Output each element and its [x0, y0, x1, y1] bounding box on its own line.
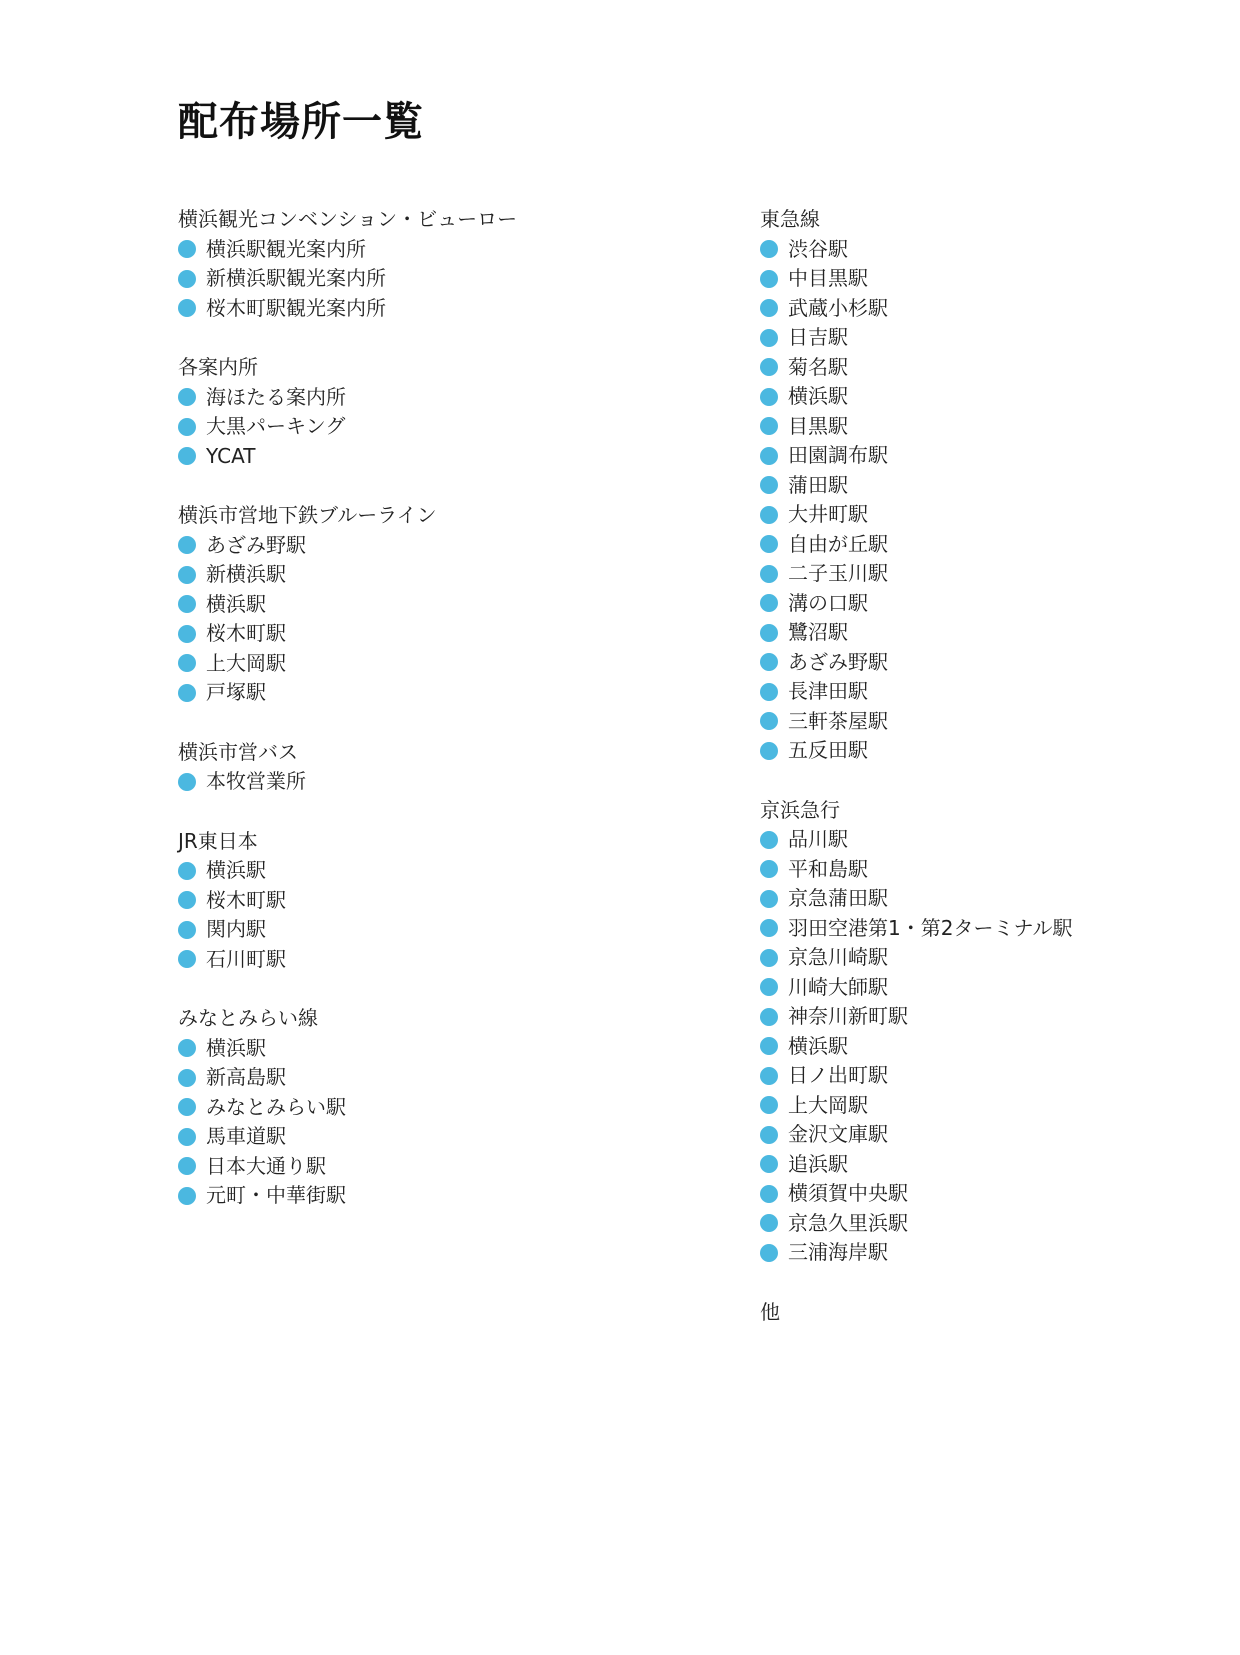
list-item-label: 追浜駅: [788, 1151, 848, 1176]
list-item-label: 三軒茶屋駅: [788, 708, 888, 733]
list-item: [760, 1091, 1220, 1121]
list-item: [178, 945, 738, 975]
list-item: [760, 530, 1220, 560]
left-section-4: [178, 827, 738, 975]
section-heading: 東急線: [760, 207, 820, 231]
bullet-dot-icon: [760, 1008, 778, 1026]
list-item: [760, 884, 1220, 914]
list-item: [178, 1034, 738, 1064]
list-item-label: 中目黒駅: [788, 266, 868, 290]
list-item-label: 戸塚駅: [206, 680, 266, 704]
list-item: [760, 1209, 1220, 1239]
bullet-dot-icon: [760, 919, 778, 937]
bullet-dot-icon: [178, 595, 196, 613]
bullet-dot-icon: [760, 417, 778, 435]
list-item-label: 京急蒲田駅: [788, 886, 888, 910]
list-item: [760, 1238, 1220, 1268]
list-item: [760, 1120, 1220, 1150]
section-heading: みなとみらい線: [178, 1006, 318, 1030]
bullet-dot-icon: [760, 535, 778, 553]
bullet-dot-icon: [178, 921, 196, 939]
list-item: [178, 1152, 738, 1182]
bullet-dot-icon: [178, 1187, 196, 1205]
bullet-dot-icon: [760, 1067, 778, 1085]
bullet-dot-icon: [760, 270, 778, 288]
list-item-label: 日本大通り駅: [206, 1153, 326, 1178]
bullet-dot-icon: [760, 949, 778, 967]
list-item-label: 二子玉川駅: [788, 561, 888, 585]
list-item: [760, 471, 1220, 501]
list-item: [760, 1032, 1220, 1062]
list-item: [760, 618, 1220, 648]
list-item: [760, 589, 1220, 619]
list-item: [760, 677, 1220, 707]
bullet-dot-icon: [178, 536, 196, 554]
list-item-label: 溝の口駅: [788, 590, 868, 615]
list-item-label: 自由が丘駅: [788, 531, 888, 556]
list-item-label: 日吉駅: [788, 325, 848, 349]
list-item: [760, 914, 1220, 944]
list-item-label: 菊名駅: [788, 354, 848, 379]
bullet-dot-icon: [760, 1214, 778, 1232]
list-item: [178, 560, 738, 590]
right-column: [760, 205, 1220, 1357]
bullet-dot-icon: [760, 890, 778, 908]
list-item-label: 横浜駅観光案内所: [206, 236, 366, 261]
section-heading: 横浜市営地下鉄ブルーライン: [178, 503, 437, 527]
list-item: [760, 943, 1220, 973]
list-item: [178, 886, 738, 916]
list-item: [178, 235, 738, 265]
list-item-label: 日ノ出町駅: [788, 1063, 888, 1087]
list-item-label: 元町・中華街駅: [206, 1183, 346, 1207]
list-item-label: 横浜駅: [788, 1033, 848, 1058]
list-item: [760, 235, 1220, 265]
section-heading: 京浜急行: [760, 797, 840, 822]
list-item-label: 上大岡駅: [206, 650, 286, 675]
list-item: [178, 619, 738, 649]
list-item: [178, 531, 738, 561]
list-item-label: 海ほたる案内所: [206, 384, 346, 409]
list-item: [760, 412, 1220, 442]
list-item-label: YCAT: [206, 443, 256, 468]
list-item-label: 石川町駅: [206, 946, 286, 971]
bullet-dot-icon: [178, 773, 196, 791]
list-item-label: あざみ野駅: [788, 649, 888, 674]
list-item-label: 品川駅: [788, 827, 848, 851]
list-item: [178, 1063, 738, 1093]
list-item-label: 目黒駅: [788, 413, 848, 438]
list-item-label: 関内駅: [206, 917, 266, 941]
list-item-label: 桜木町駅観光案内所: [206, 295, 386, 320]
list-item: [178, 856, 738, 886]
bullet-dot-icon: [760, 1096, 778, 1114]
bullet-dot-icon: [178, 1157, 196, 1175]
bullet-dot-icon: [178, 1039, 196, 1057]
left-section-5: [178, 1004, 738, 1211]
bullet-dot-icon: [760, 506, 778, 524]
bullet-dot-icon: [178, 1069, 196, 1087]
list-item: [760, 559, 1220, 589]
list-item-label: 新高島駅: [206, 1065, 286, 1089]
bullet-dot-icon: [760, 683, 778, 701]
list-item: [760, 264, 1220, 294]
section-heading: JR東日本: [178, 828, 258, 853]
list-item-label: 横須賀中央駅: [788, 1181, 908, 1205]
list-item-label: 三浦海岸駅: [788, 1240, 888, 1264]
list-item: [760, 736, 1220, 766]
list-item: [760, 1002, 1220, 1032]
bullet-dot-icon: [178, 1098, 196, 1116]
list-item: [178, 1093, 738, 1123]
list-item: [760, 1150, 1220, 1180]
list-item-label: 馬車道駅: [206, 1124, 286, 1148]
left-column: [178, 205, 738, 1241]
list-item: [760, 500, 1220, 530]
right-section-1: [760, 796, 1220, 1268]
list-item: [760, 707, 1220, 737]
list-item: [178, 767, 738, 797]
list-item-label: 渋谷駅: [788, 236, 848, 261]
list-item-label: 蒲田駅: [788, 472, 848, 497]
list-item-label: 大黒パーキング: [206, 414, 346, 438]
bullet-dot-icon: [178, 950, 196, 968]
list-item: [178, 442, 738, 472]
list-item: [178, 678, 738, 708]
list-item-label: 桜木町駅: [206, 621, 286, 645]
bullet-dot-icon: [760, 712, 778, 730]
list-item-label: あざみ野駅: [206, 532, 306, 557]
list-item-label: 桜木町駅: [206, 887, 286, 912]
bullet-dot-icon: [760, 447, 778, 465]
page-title: 配布場所一覧: [178, 98, 424, 145]
bullet-dot-icon: [760, 594, 778, 612]
list-item: [178, 915, 738, 945]
list-item: [760, 855, 1220, 885]
bullet-dot-icon: [178, 862, 196, 880]
list-item: [178, 294, 738, 324]
bullet-dot-icon: [178, 418, 196, 436]
list-item-label: 武蔵小杉駅: [788, 295, 888, 320]
bullet-dot-icon: [178, 625, 196, 643]
bullet-dot-icon: [178, 447, 196, 465]
section-heading: 各案内所: [178, 355, 258, 379]
bullet-dot-icon: [178, 891, 196, 909]
list-item: [760, 825, 1220, 855]
bullet-dot-icon: [178, 270, 196, 288]
list-item-label: 神奈川新町駅: [788, 1004, 908, 1028]
list-item-label: 羽田空港第1・第2ターミナル駅: [788, 915, 1073, 940]
bullet-dot-icon: [760, 476, 778, 494]
list-item: [178, 649, 738, 679]
list-item: [178, 264, 738, 294]
list-item-label: 川崎大師駅: [788, 974, 888, 999]
list-item: [178, 1122, 738, 1152]
list-item: [178, 412, 738, 442]
bullet-dot-icon: [178, 566, 196, 584]
left-section-3: [178, 738, 738, 797]
list-item-label: 横浜駅: [206, 858, 266, 882]
left-section-1: [178, 353, 738, 471]
list-item-label: 田園調布駅: [788, 443, 888, 467]
section-heading: 横浜市営バス: [178, 739, 298, 764]
left-section-0: [178, 205, 738, 323]
list-item: [178, 590, 738, 620]
bullet-dot-icon: [178, 299, 196, 317]
right-section-0: [760, 205, 1220, 766]
bullet-dot-icon: [760, 1126, 778, 1144]
list-item-label: 横浜駅: [206, 1035, 266, 1060]
list-item-label: 新横浜駅観光案内所: [206, 266, 386, 290]
bullet-dot-icon: [760, 831, 778, 849]
left-section-2: [178, 501, 738, 708]
list-item: [760, 1061, 1220, 1091]
list-item-label: 鷺沼駅: [788, 620, 848, 644]
bullet-dot-icon: [178, 684, 196, 702]
list-item-label: 長津田駅: [788, 679, 868, 703]
bullet-dot-icon: [760, 329, 778, 347]
list-item-label: 新横浜駅: [206, 562, 286, 586]
list-item-label: 横浜駅: [788, 384, 848, 408]
bullet-dot-icon: [760, 388, 778, 406]
list-item-label: 京急久里浜駅: [788, 1210, 908, 1235]
list-item-label: 本牧営業所: [206, 769, 306, 793]
list-item-label: 大井町駅: [788, 502, 868, 526]
bullet-dot-icon: [760, 299, 778, 317]
list-item: [178, 383, 738, 413]
list-item: [178, 1181, 738, 1211]
bullet-dot-icon: [760, 978, 778, 996]
section-heading: 横浜観光コンベンション・ビューロー: [178, 207, 518, 231]
bullet-dot-icon: [760, 240, 778, 258]
list-item: [760, 353, 1220, 383]
bullet-dot-icon: [760, 358, 778, 376]
bullet-dot-icon: [178, 1128, 196, 1146]
bullet-dot-icon: [760, 565, 778, 583]
list-item-label: 横浜駅: [206, 591, 266, 616]
bullet-dot-icon: [760, 742, 778, 760]
list-item-label: 金沢文庫駅: [788, 1122, 888, 1146]
list-item: [760, 648, 1220, 678]
bullet-dot-icon: [178, 654, 196, 672]
bullet-dot-icon: [760, 1037, 778, 1055]
bullet-dot-icon: [760, 1185, 778, 1203]
bullet-dot-icon: [760, 1244, 778, 1262]
right-section-2: [760, 1298, 1220, 1328]
list-item-label: 京急川崎駅: [788, 945, 888, 969]
section-heading: 他: [760, 1299, 780, 1324]
list-item-label: 上大岡駅: [788, 1092, 868, 1117]
bullet-dot-icon: [760, 653, 778, 671]
list-item-label: みなとみらい駅: [206, 1094, 346, 1119]
bullet-dot-icon: [178, 240, 196, 258]
list-item: [760, 382, 1220, 412]
list-item: [760, 441, 1220, 471]
list-item-label: 五反田駅: [788, 738, 868, 762]
list-item: [760, 973, 1220, 1003]
list-item-label: 平和島駅: [788, 856, 868, 881]
list-item: [760, 323, 1220, 353]
bullet-dot-icon: [178, 388, 196, 406]
bullet-dot-icon: [760, 860, 778, 878]
bullet-dot-icon: [760, 1155, 778, 1173]
list-item: [760, 1179, 1220, 1209]
bullet-dot-icon: [760, 624, 778, 642]
list-item: [760, 294, 1220, 324]
